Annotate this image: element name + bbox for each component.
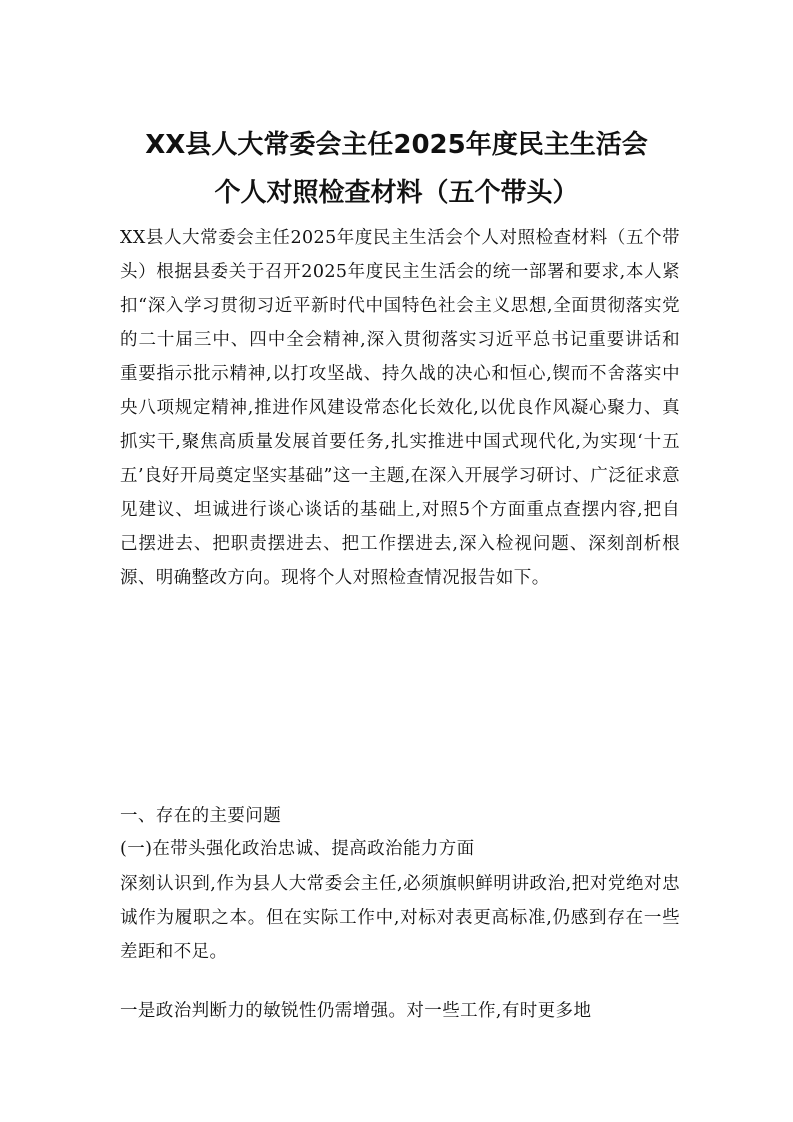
- document-title-line-2: 个人对照检查材料（五个带头）: [214, 178, 579, 208]
- paragraph-first-point: 一是政治判断力的敏锐性仍需增强。对一些工作,有时更多地: [120, 1001, 592, 1021]
- document-title-line-1: XX县人大常委会主任2025年度民主生活会: [145, 130, 648, 160]
- intro-paragraph: XX县人大常委会主任2025年度民主生活会个人对照检查材料（五个带头）根据县委关于召开2025年度民主生活会的统一部署和要求,本人紧扣“深入学习贯彻习近平新时代中国特色社会主义思想,全面贯彻落实党的二十届三中、四中全会精神,深入贯彻落实习近平总书记重要讲话和重要指示批示精神,以打攻坚战、持久战的决心和恒心,锲而不舍落实中央八项规定精神,推进作风建设常态化长效化,以优良作风凝心聚力、真抓实干,聚焦高质量发展首要任务,扎实推进中国式现代化,为实现‘十五五’良好开局奠定坚实基础”这一主题,在深入开展学习研讨、广泛征求意见建议、坦诚进行谈心谈话的基础上,对照5个方面重点查摆内容,把自己摆进去、把职责摆进去、把工作摆进去,深入检视问题、深刻剖析根源、明确整改方向。现将个人对照检查情况报告如下。: [120, 228, 680, 588]
- subsection-heading-political-loyalty: (一)在带头强化政治忠诚、提高政治能力方面: [120, 839, 475, 859]
- section-heading-problems: 一、存在的主要问题: [120, 806, 282, 826]
- paragraph-awareness: 深刻认识到,作为县人大常委会主任,必须旗帜鲜明讲政治,把对党绝对忠诚作为履职之本。但在实际工作中,对标对表更高标准,仍感到存在一些差距和不足。: [120, 874, 680, 962]
